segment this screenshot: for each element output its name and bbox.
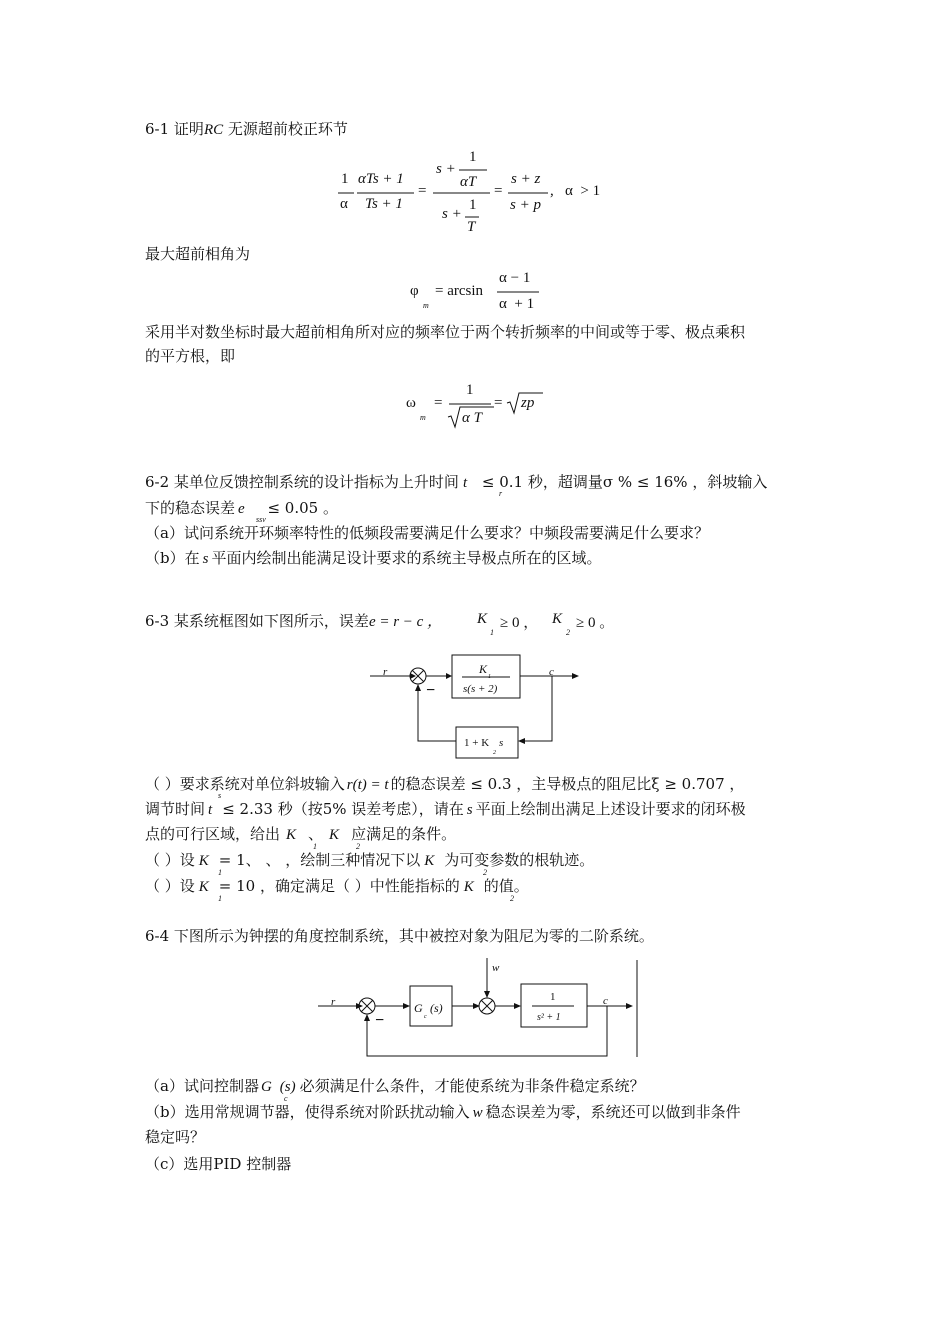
feedback-return-arrow-icon (415, 684, 421, 691)
p63-k2: K (552, 611, 563, 627)
phi-eq: = arcsin (435, 283, 484, 299)
f3-den-bar (465, 216, 485, 218)
f2-bar (357, 192, 417, 194)
omega-eq2: = (494, 395, 503, 411)
p64-b2: 稳定吗？ (145, 1128, 206, 1146)
phi-bar (497, 291, 541, 293)
f4-num: s + z (511, 171, 541, 187)
d64-plant-num: 1 (550, 991, 556, 1003)
d63-r: r (383, 666, 388, 678)
p62-e-sub: ssv (256, 515, 266, 524)
eq2: = (494, 183, 503, 199)
summing-junction-icon (410, 668, 426, 684)
omega-eq1: = (434, 395, 443, 411)
f2-num: αTs + 1 (358, 171, 404, 187)
p63-k1: K (477, 611, 488, 627)
d64-gc-arg: (s) (430, 1001, 443, 1015)
p63-q1-line2: 调节时间 t ≤ 2.33 秒（按5% 误差考虑），请在 s 平面上绘制出满足上述设计要求的闭环极 (145, 800, 746, 818)
omega-sub: m (420, 413, 426, 422)
p63-q1-line3: 点的可行区域，给出 K 、 K 应满足的条件。 (145, 825, 457, 843)
summing-junction-1-icon (359, 998, 375, 1014)
d64-gc: G (414, 1001, 423, 1015)
summing-junction-2-icon (479, 998, 495, 1014)
output-arrow-icon (626, 1003, 633, 1009)
f3-inner-bar (459, 169, 499, 171)
d64-w: w (492, 962, 500, 974)
omega-lhs: ω (406, 395, 416, 411)
phi-lhs: φ (410, 283, 419, 299)
p64-b1: （b）选用常规调节器，使得系统对阶跃扰动输入 w 稳态误差为零，系统还可以做到非条件 (145, 1103, 741, 1121)
d63-minus: − (426, 682, 436, 699)
f1-den: α (340, 196, 348, 212)
f3-num-top: 1 (469, 149, 477, 165)
f4-den: s + p (510, 197, 541, 213)
d63-fwd-den: s(s + 2) (463, 683, 498, 695)
p61-line3: 采用半对数坐标时最大超前相角所对应的频率位于两个转折频率的中间或等于零、极点乘积 (145, 323, 746, 341)
f1-bar (338, 192, 358, 194)
p64-c: （c）选用PID 控制器 (145, 1155, 292, 1173)
p63-k2-sub: 2 (566, 628, 570, 637)
d63-fb: 1 + K (464, 737, 490, 749)
feedback-line-top (525, 676, 552, 741)
d64-r: r (331, 996, 336, 1008)
d63-fwd-num-sub: 1 (488, 674, 491, 680)
p64-a-sub: c (284, 1094, 288, 1103)
omega-rhs: zp (521, 395, 535, 411)
f1-num: 1 (341, 171, 349, 187)
p63-line1: 6-3 某系统框图如下图所示，误差e = r − c ， (145, 612, 443, 630)
feedback-line (367, 1006, 607, 1056)
p62-b: （b）在 s 平面内绘制出能满足设计要求的系统主导极点所在的区域。 (145, 549, 602, 567)
p63-q1-k2-sub: 2 (356, 842, 360, 851)
d64-gc-sub: c (424, 1014, 427, 1020)
p63-k1-sub: 1 (490, 628, 494, 637)
p62-line2: 下的稳态误差 e ≤ 0.05 。 (145, 499, 338, 517)
junction2-arrow-icon (473, 1003, 480, 1009)
p63-q1-ts-sub: s (218, 791, 222, 800)
p63-q1-line1: （ ）要求系统对单位斜坡输入 r(t) = t 的稳态误差 ≤ 0.3 ，主导极点的阻尼比ξ ≥ 0.707 ， (145, 775, 745, 793)
forward-arrow-icon (446, 673, 452, 679)
p63-q3: （ ）设 K = 10 ，确定满足（ ）中性能指标的 K 的值。 (145, 877, 529, 895)
omega-num: 1 (466, 382, 474, 398)
p63-q3-k2-sub: 2 (510, 894, 514, 903)
controller-arrow-icon (403, 1003, 410, 1009)
f4-cond: , α > 1 (550, 183, 601, 199)
f2-den: Ts + 1 (365, 196, 403, 212)
p63-q2: （ ）设 K = 1、 、 ，绘制三种情况下以 K 为可变参数的根轨迹。 (145, 851, 595, 869)
d64-c: c (603, 995, 608, 1007)
d64-plant-den: s² + 1 (537, 1012, 561, 1023)
plant-arrow-icon (514, 1003, 521, 1009)
p61-title: 6-1 证明RC 无源超前校正环节 (145, 120, 348, 138)
d64-minus: − (375, 1012, 385, 1029)
disturbance-arrow-icon (484, 991, 490, 998)
input-arrow-icon (356, 1003, 363, 1009)
f3-den-den: T (467, 219, 476, 235)
p63-k2-cond: ≥ 0 。 (576, 615, 615, 631)
f3-num-left: s + (436, 161, 456, 177)
f3-den-num: 1 (469, 197, 477, 213)
feedback-arrow-icon (518, 738, 525, 744)
omega-den: α T (462, 410, 482, 426)
d63-c: c (549, 666, 554, 678)
p64-a: （a）试问控制器 G (s) 必须满足什么条件，才能使系统为非条件稳定系统？ (145, 1077, 645, 1095)
output-arrow-icon (572, 673, 579, 679)
f3-num-inner: αT (460, 174, 477, 190)
feedback-arrow-icon (364, 1014, 370, 1021)
d63-fb-sub: 2 (493, 750, 496, 756)
d63-fwd-num: K (479, 662, 488, 676)
phi-den: α + 1 (499, 296, 535, 312)
feedback-return-line (418, 691, 456, 741)
f3-bar (433, 192, 493, 194)
f3-den-left: s + (442, 206, 462, 222)
p63-q2-k2-sub: 2 (483, 868, 487, 877)
p64-line1: 6-4 下图所示为钟摆的角度控制系统，其中被控对象为阻尼为零的二阶系统。 (145, 927, 654, 945)
p63-q1-k1-sub: 1 (313, 842, 317, 851)
p62-line1: 6-2 某单位反馈控制系统的设计指标为上升时间 t ≤ 0.1 秒，超调量σ % ≤ 16% ，斜坡输入 (145, 473, 768, 491)
phi-num: α − 1 (499, 270, 531, 286)
p62-tr-sub: r (499, 489, 503, 498)
f4-bar (508, 192, 548, 194)
input-arrow-icon (410, 673, 416, 679)
p61-line4: 的平方根，即 (145, 347, 236, 365)
p62-a: （a）试问系统开环频率特性的低频段需要满足什么要求？中频段需要满足什么要求？ (145, 524, 709, 542)
phi-sub: m (423, 301, 429, 310)
d63-fb-s: s (499, 737, 504, 749)
p61-line2: 最大超前相角为 (145, 245, 251, 263)
p63-k1-cond: ≥ 0 ， (500, 615, 539, 631)
eq1: = (418, 183, 427, 199)
p63-q2-k-sub: 1 (218, 868, 222, 877)
p63-q3-k-sub: 1 (218, 894, 222, 903)
